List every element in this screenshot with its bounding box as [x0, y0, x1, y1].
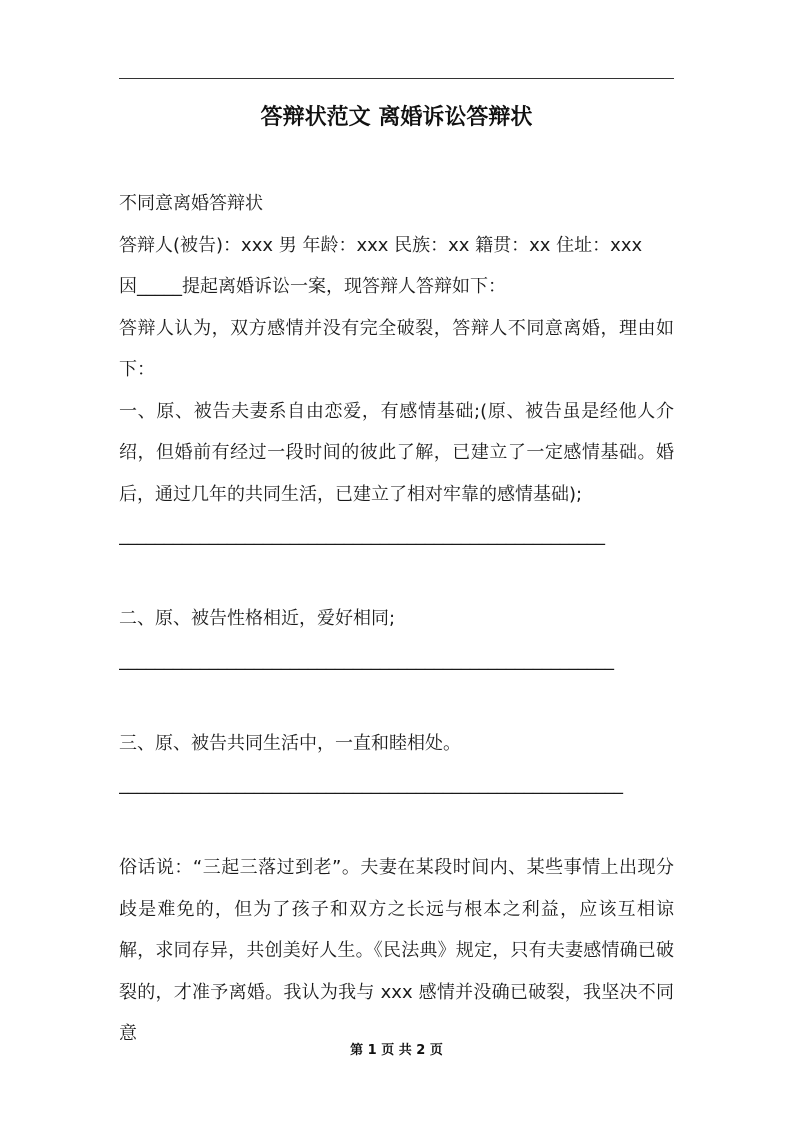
reason-one-paragraph: 一、原、被告夫妻系自由恋爱，有感情基础;(原、被告虽是经他人介绍，但婚前有经过一段时间的彼此了解，已建立了一定感情基础。婚后，通过几年的共同生活，已建立了相对牢靠的感情基础); — [119, 400, 674, 505]
conclusion-paragraph: 俗话说：“三起三落过到老”。夫妻在某段时间内、某些事情上出现分歧是难免的，但为了孩子和双方之长远与根本之利益，应该互相谅解，求同存异，共创美好人生。《民法典》规定，只有夫妻感情确已破裂的，才准予离婚。我认为我与 xxx 感情并没确已破裂，我坚决不同意 — [119, 857, 674, 1044]
reason-three-paragraph: 三、原、被告共同生活中，一直和睦相处。 — [119, 732, 461, 754]
document-title: 答辩状范文 离婚诉讼答辩状 — [260, 105, 533, 130]
heading-paragraph: 不同意离婚答辩状 — [119, 193, 263, 214]
spacer — [119, 806, 674, 848]
spacer — [119, 557, 674, 599]
blank-line-1: ______________________________________________________ — [119, 525, 605, 546]
respondent-info-paragraph: 答辩人(被告)：xxx 男 年龄：xxx 民族：xx 籍贯：xx 住址：xxx — [119, 234, 643, 256]
header-rule — [119, 78, 674, 79]
position-paragraph: 答辩人认为，双方感情并没有完全破裂，答辩人不同意离婚，理由如下： — [119, 317, 674, 380]
page-number-footer: 第 1 页 共 2 页 — [350, 1043, 443, 1058]
blank-line-3: ________________________________________________________ — [119, 774, 623, 795]
document-body — [119, 183, 674, 1055]
blank-line-2: _______________________________________________________ — [119, 649, 614, 671]
intro-paragraph: 因_____提起离婚诉讼一案，现答辩人答辩如下： — [119, 276, 506, 297]
reason-two-paragraph: 二、原、被告性格相近，爱好相同; — [119, 608, 396, 629]
spacer — [119, 681, 674, 723]
